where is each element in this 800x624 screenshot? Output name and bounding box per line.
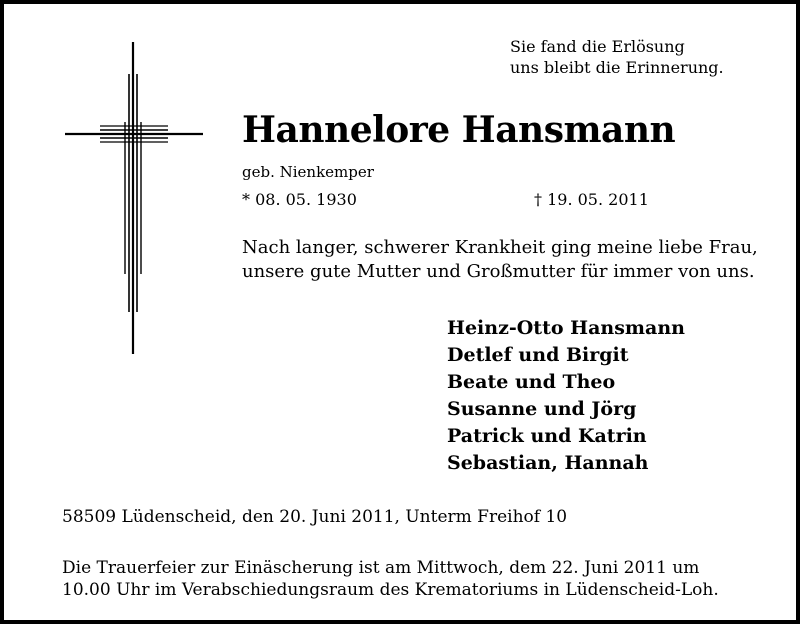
born-name: geb. Nienkemper: [242, 163, 374, 181]
motto: [510, 36, 724, 78]
mourner: Beate und Theo: [447, 371, 616, 393]
notice-text-line: unsere gute Mutter und Großmutter für immer von uns.: [242, 261, 755, 282]
birth-date: * 08. 05. 1930: [242, 190, 357, 209]
deceased-name: Hannelore Hansmann: [242, 109, 676, 151]
mourner: Susanne und Jörg: [447, 398, 637, 420]
service-line: 10.00 Uhr im Verabschiedungsraum des Krematoriums in Lüdenscheid-Loh.: [62, 580, 719, 600]
notice-text-line: Nach langer, schwerer Krankheit ging meine liebe Frau,: [242, 237, 758, 258]
mourner: Sebastian, Hannah: [447, 452, 649, 474]
mourners-list: [447, 315, 685, 477]
service-line: Die Trauerfeier zur Einäscherung ist am Mittwoch, dem 22. Juni 2011 um: [62, 558, 700, 578]
place-and-date: 58509 Lüdenscheid, den 20. Juni 2011, Unterm Freihof 10: [62, 507, 568, 527]
death-date: † 19. 05. 2011: [534, 190, 649, 209]
motto-line: uns bleibt die Erinnerung.: [510, 58, 724, 77]
mourner: Heinz-Otto Hansmann: [447, 317, 685, 339]
mourner: Patrick und Katrin: [447, 425, 647, 447]
funeral-service-info: [62, 557, 719, 601]
notice-text: [242, 236, 758, 284]
cross-icon: [62, 40, 208, 356]
mourner: Detlef und Birgit: [447, 344, 629, 366]
motto-line: Sie fand die Erlösung: [510, 37, 685, 56]
